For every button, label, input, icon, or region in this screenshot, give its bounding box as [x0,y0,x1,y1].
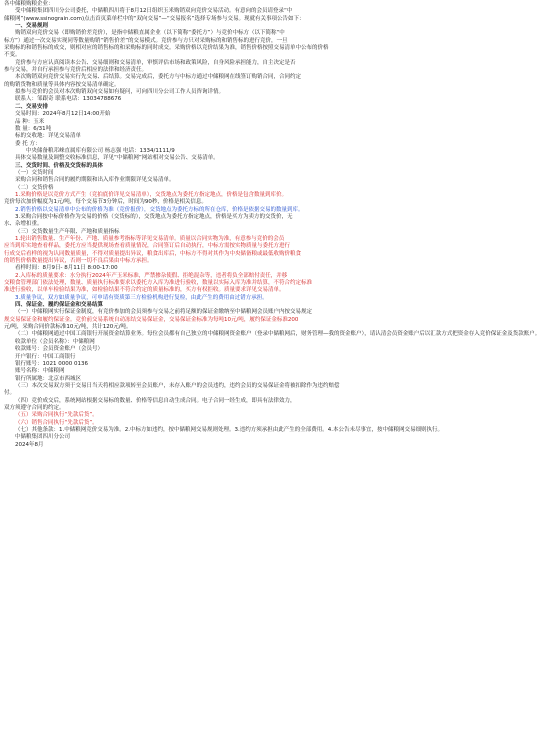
document-line: 双方须遵守合同的约定。 [4,404,65,411]
document-line: 付。 [4,390,16,397]
document-line: （三）交货数量生产年限、产地和质量指标 [15,228,120,235]
document-line: 二、交易安排 [15,103,49,110]
document-line: 银行所属地：北京市西城区 [15,375,82,382]
document-line: 元/吨，采购合同价款标准10元/吨，共计120元/吨。 [4,324,132,331]
document-line: 银行账号：1021 0000 0136 [15,360,88,367]
document-line: （七）其他条款：1.中储粮网竞价交易为准。2.中标方如违约，按中储粮网交易规则处理。3.违约方须承担由此产生的全部费用。4.本公告未尽事宜，按中储粮网交易细则执行。 [15,426,443,433]
document-line: 购销双向竞价交易（即购销价差竞价），是指中储粮直属企业（以下简称“委托方”）与竞价中标方（以下简称“中 [15,30,285,37]
document-line: 三、交货时间、价格及交货标的具体 [15,162,104,169]
document-line: 采购标的和销售标的成交，则相对应的销售标的和采购标的同时成交。采购价格以竞价结果为准，销售价格按照交易清单中公布的价格 [4,45,329,52]
document-line: （三）本次交易双方须于交易日当天将相应款项转至会员账户，未存入账户的会员违约，违约会员的交易保证金将被扣除作为违约赔偿 [15,382,340,389]
document-line: 收款单位（会员名称）：中储粮网 [15,338,95,345]
document-line: 竞价参与方应认真阅读本公告、交易细则和交易清单，审慎评估市场和政策风险，自身风险承担能力，自主决定是否 [15,59,296,66]
document-line: 收款账号：会员资金账户（会员号） [15,346,104,353]
document-line: 本次购销双向竞价交易实行先交易、后结算。交易完成后，委托方与中标方通过中储粮网在线签订购销合同，合同约定 [15,74,302,81]
document-line: 的销售价格数量提出异议，否则一切不良后果由中标方承担。 [4,258,153,265]
document-line: （五）采购合同执行“先款后货”。 [15,412,98,419]
document-line: 1.轮出销售数量、生产年份、产地、质量参考指标等详见交易清单。质量以合同实物为准，有意参与竞价的会员 [15,236,285,242]
document-line: 储粮网”(www.ssinograin.com)点击首页菜单栏中的“双向交易”—“交易报名”选择专场参与交易。现就有关事项公告如下： [4,15,305,22]
document-line: 具体交易数量及调整交收标准信息，详见“中储粮网”网站相对交易公告、交易清单。 [15,155,219,162]
document-line: 采购合同和销售合同的履约期限和出入库作业期限详见交易清单。 [15,177,175,184]
document-line: 看样时间：8月9日- 8月11日 8:00-17:00 [15,265,118,272]
document-line: （四）竞价成交后，系统网站根据交易标的数量、价格等信息自动生成合同。电子合同一经生成，即具有法律效力， [15,397,296,404]
document-line: 品 种：玉米 [15,118,45,125]
document-line: 3.质量争议，双方如质量争议，可申请有资质第三方检验机构进行复检，由此产生的费用由过错方承担。 [15,294,268,301]
document-line: （六）销售合同执行“先款后货”。 [15,419,98,426]
document-line: 2.入库标的质量要求：水分执行2024年产玉米标准，严禁掺杂使假、拒绝混杂等，违者将负全部赔付责任，并移 [15,272,288,279]
document-line: 不变。 [4,52,21,59]
document-line: 竞价每次加价幅度为1元/吨，每个交易节3分钟后，时间为90秒，价格是相关信息。 [4,199,207,206]
document-line: 拟参与竞价的会员对本次购销双向交易如有疑问，可向四川分公司工作人员咨询详情。 [15,89,225,96]
document-line: 委 托 方： [15,140,41,147]
document-line: 3.采购合同按中标价格作为交易的价格（交货标的），交货地点为委托方指定地点，价格是买方为卖方的交货价，无 [15,213,293,220]
document-line: 水、杂增扣重。 [4,221,43,228]
document-line: 开户银行：中国工商银行 [15,353,76,360]
document-line: 中央储备粮邛崃直属库有限公司 杨志强 电话：1334/1111/9 [26,147,175,154]
document-line: 准进行验收，以单车检验结果为准，如检验结果不符合约定的质量标准的，买方有权拒收。质量要求详见交易清单。 [4,287,285,294]
document-line: （一）交货时间 [15,169,54,176]
document-line: 规交易保证金和履约保证金。竞价前交易系统自动冻结交易保证金，交易保证金标准为每吨10元/吨，履约保证金标准200 [4,316,299,323]
document-line: 行成交后看样的视为认同数量质量，不得对质量提出异议，粮食出库后，中标方不得对其作为中央储备粮或最低收购价粮食 [4,250,302,257]
document-line: 2.销售价格以交易清单中公布的价格为准（竞价报价），交货地点为委托方标的所在仓库，价格是依据交易的数量到库。 [15,206,304,213]
document-line: 四、保证金、履约保证金和交易结算 [15,302,104,309]
document-line: 中储粮集团四川分公司 [15,434,71,441]
document-line: 标的交收地：详见交易清单 [15,133,82,140]
document-line: 联系人：邹跟奇 联系电话：13034788676 [15,96,122,103]
document-line: 参与交易，并自行承担参与竞价后相应的法律和经济责任。 [4,67,148,74]
document-line: 2024年8月 [15,441,44,448]
document-line: 标方”）通过一次交易实现同等数量购销“销售价差”的交易模式。竞价参与方只对采购标的和销售标的进行竞价，一旦 [4,37,288,44]
document-line: 的购销货物和质量等具体内容按交易清单确定。 [4,81,120,88]
document-line: 账号名称：中储粮网 [15,368,65,375]
document-line: 1.采购价格是以竞价方式产生（竞拍底价详见交易清单），交货地点为委托方指定地点，价格是包含数量到库价。 [15,191,288,198]
document-line: （一）中储粮网实行保证金制度，有竞价参加的会员须参与交易之前将足额的保证金缴纳至中储粮网会员账户内按交易规定 [15,309,313,316]
document-line: 受中储粮集团四川分公司委托，中储粮四川将于8月12日组织玉米购销双向竞价交易活动。有意向的会员请登录“中 [15,8,293,15]
document-line: 各中储粮购粮企业： [4,1,54,7]
document-line: 应当到库实地查看样品，委托方应当提供现场查看质量情况，合同签订后自动执行，中标方需按实物质量与委托方进行 [4,243,291,250]
document-line: （二）交货价格 [15,184,54,191]
document-line: 数 量：6/31吨 [15,125,52,132]
document-line: （二）中储粮网通过中国工商银行开展资金结算业务。每位会员都有自己独立的中储粮网资金账户（登录中储粮网后，财务管理—我的资金账户），请认清会员资金账户后以汇款方式把资金存入竞价保证金及货款账户。 [15,331,540,338]
document-line: 一、交易规则 [15,23,49,30]
document-line: 交粮食管理部门依法处理，数量、质量执行标准要求以委托方入库为准进行验收，数量以实际入库为准并结算，不符合约定标准 [4,280,313,287]
document-line: 交易时间：2024年8月12日14:00开始 [15,111,111,118]
